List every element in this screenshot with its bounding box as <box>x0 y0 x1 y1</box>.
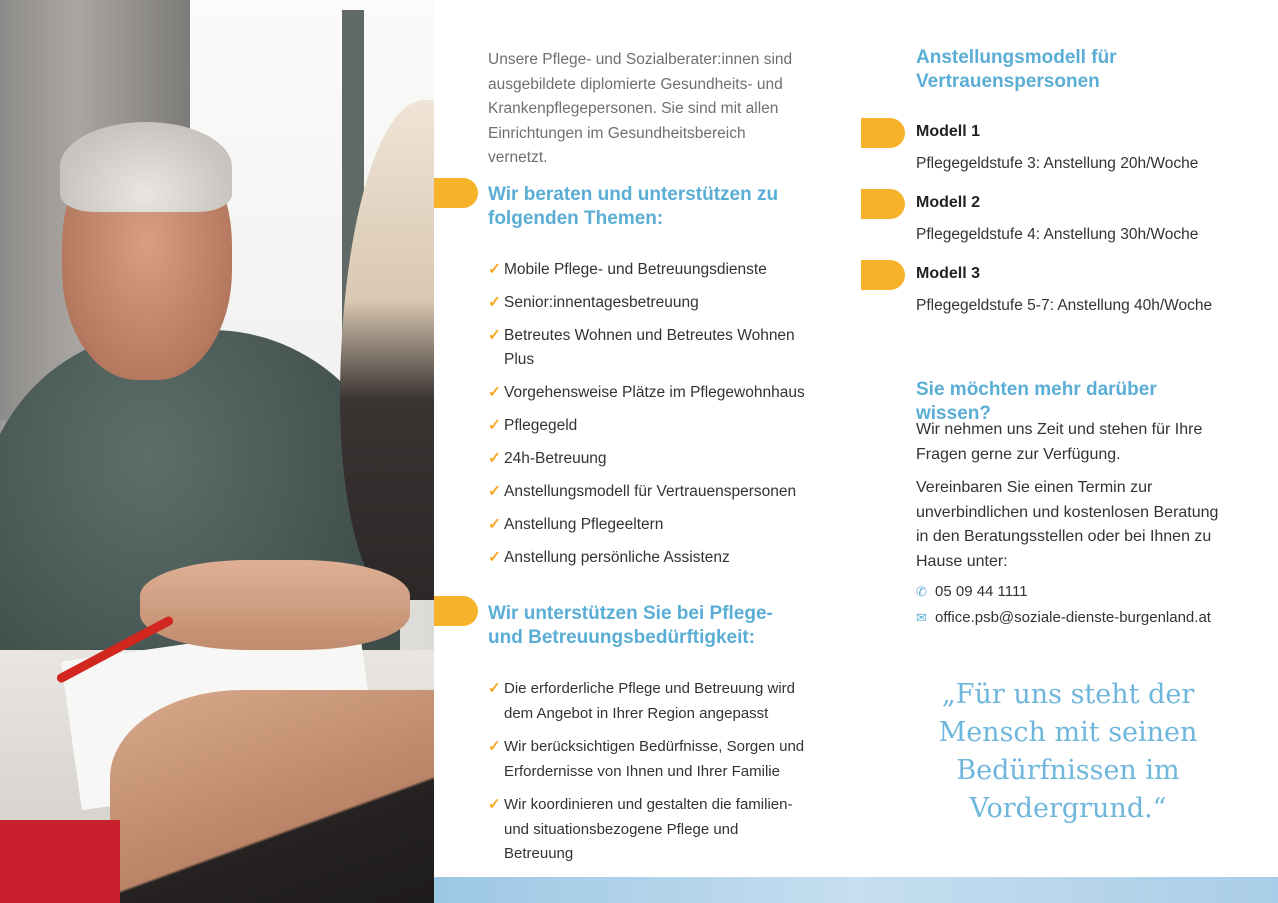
more-info-text: Wir nehmen uns Zeit und stehen für Ihre Fragen gerne zur Verfügung. <box>916 421 1203 463</box>
model-name: Modell 3 <box>916 265 981 282</box>
email-line[interactable] <box>916 608 1236 628</box>
check-icon: ✓ <box>488 796 501 813</box>
list-item: ✓ Anstellung Pflegeeltern <box>488 513 808 537</box>
check-icon: ✓ <box>488 261 501 278</box>
check-icon: ✓ <box>488 294 501 311</box>
list-item: ✓ Wir koordinieren und gestalten die familien- und situationsbezogene Pflege und Betreuung <box>488 793 806 867</box>
section-marker <box>434 596 478 626</box>
list-item: ✓ Die erforderliche Pflege und Betreuung wird dem Angebot in Ihrer Region angepasst <box>488 677 806 726</box>
mail-icon: ✉ <box>916 610 927 625</box>
model-3 <box>916 264 1246 316</box>
list-item: ✓ Wir berücksichtigen Bedürfnisse, Sorgen und Erfordernisse von Ihnen und Ihrer Familie <box>488 735 806 784</box>
photo-consultation <box>0 0 434 903</box>
phone-number[interactable]: 05 09 44 1111 <box>935 583 1028 600</box>
check-icon: ✓ <box>488 516 501 533</box>
model-marker <box>861 118 905 148</box>
list-item: ✓ 24h-Betreuung <box>488 447 808 471</box>
model-desc: Pflegegeldstufe 5-7: Anstellung 40h/Woche <box>916 297 1213 314</box>
model-name: Modell 1 <box>916 123 981 140</box>
intro-text: Unsere Pflege- und Sozialberater:innen sind ausgebildete diplomierte Gesundheits- und Krankenpflegepersonen. Sie sind mit allen Einrichtungen im Gesundheitsbereich vernetzt. <box>488 51 793 166</box>
list-item: ✓ Senior:innentagesbetreuung <box>488 291 808 315</box>
phone-line[interactable] <box>916 582 1236 602</box>
model-marker <box>861 260 905 290</box>
bottom-band <box>434 877 1278 903</box>
list-item: ✓ Pflegegeld <box>488 414 808 438</box>
models-heading: Anstellungsmodell für Vertrauenspersonen <box>916 47 1117 92</box>
model-1 <box>916 122 1246 174</box>
check-icon: ✓ <box>488 680 501 697</box>
check-icon: ✓ <box>488 549 501 566</box>
model-desc: Pflegegeldstufe 3: Anstellung 20h/Woche <box>916 155 1199 172</box>
check-icon: ✓ <box>488 384 501 401</box>
quote: „Für uns steht der Mensch mit seinen Bedürfnissen im Vordergrund.“ <box>938 679 1198 824</box>
model-name: Modell 2 <box>916 194 981 211</box>
topics-list <box>488 258 808 579</box>
model-marker <box>861 189 905 219</box>
list-item: ✓ Betreutes Wohnen und Betreutes Wohnen Plus <box>488 324 808 372</box>
check-icon: ✓ <box>488 483 501 500</box>
list-item: ✓ Anstellungsmodell für Vertrauenspersonen <box>488 480 808 504</box>
check-icon: ✓ <box>488 450 501 467</box>
list-item: ✓ Anstellung persönliche Assistenz <box>488 546 808 570</box>
email-link[interactable]: office.psb@soziale-dienste-burgenland.at <box>935 609 1211 626</box>
topics-heading: Wir beraten und unterstützen zu folgenden Themen: <box>488 184 779 229</box>
support-heading: Wir unterstützen Sie bei Pflege- und Betreuungsbedürftigkeit: <box>488 603 773 648</box>
appointment-text: Vereinbaren Sie einen Termin zur unverbindlichen und kostenlosen Beratung in den Beratungsstellen oder bei Ihnen zu Hause unter: <box>916 479 1219 570</box>
check-icon: ✓ <box>488 738 501 755</box>
check-icon: ✓ <box>488 417 501 434</box>
more-info-heading: Sie möchten mehr darüber wissen? <box>916 379 1157 424</box>
phone-icon: ✆ <box>916 584 927 599</box>
support-list <box>488 677 806 876</box>
check-icon: ✓ <box>488 327 501 344</box>
model-2 <box>916 193 1246 245</box>
list-item: ✓ Vorgehensweise Plätze im Pflegewohnhaus <box>488 381 808 405</box>
section-marker <box>434 178 478 208</box>
red-folder <box>0 820 120 903</box>
arm <box>110 690 434 903</box>
man-hair <box>60 122 232 212</box>
list-item: ✓ Mobile Pflege- und Betreuungsdienste <box>488 258 808 282</box>
model-desc: Pflegegeldstufe 4: Anstellung 30h/Woche <box>916 226 1199 243</box>
hand <box>140 560 410 650</box>
